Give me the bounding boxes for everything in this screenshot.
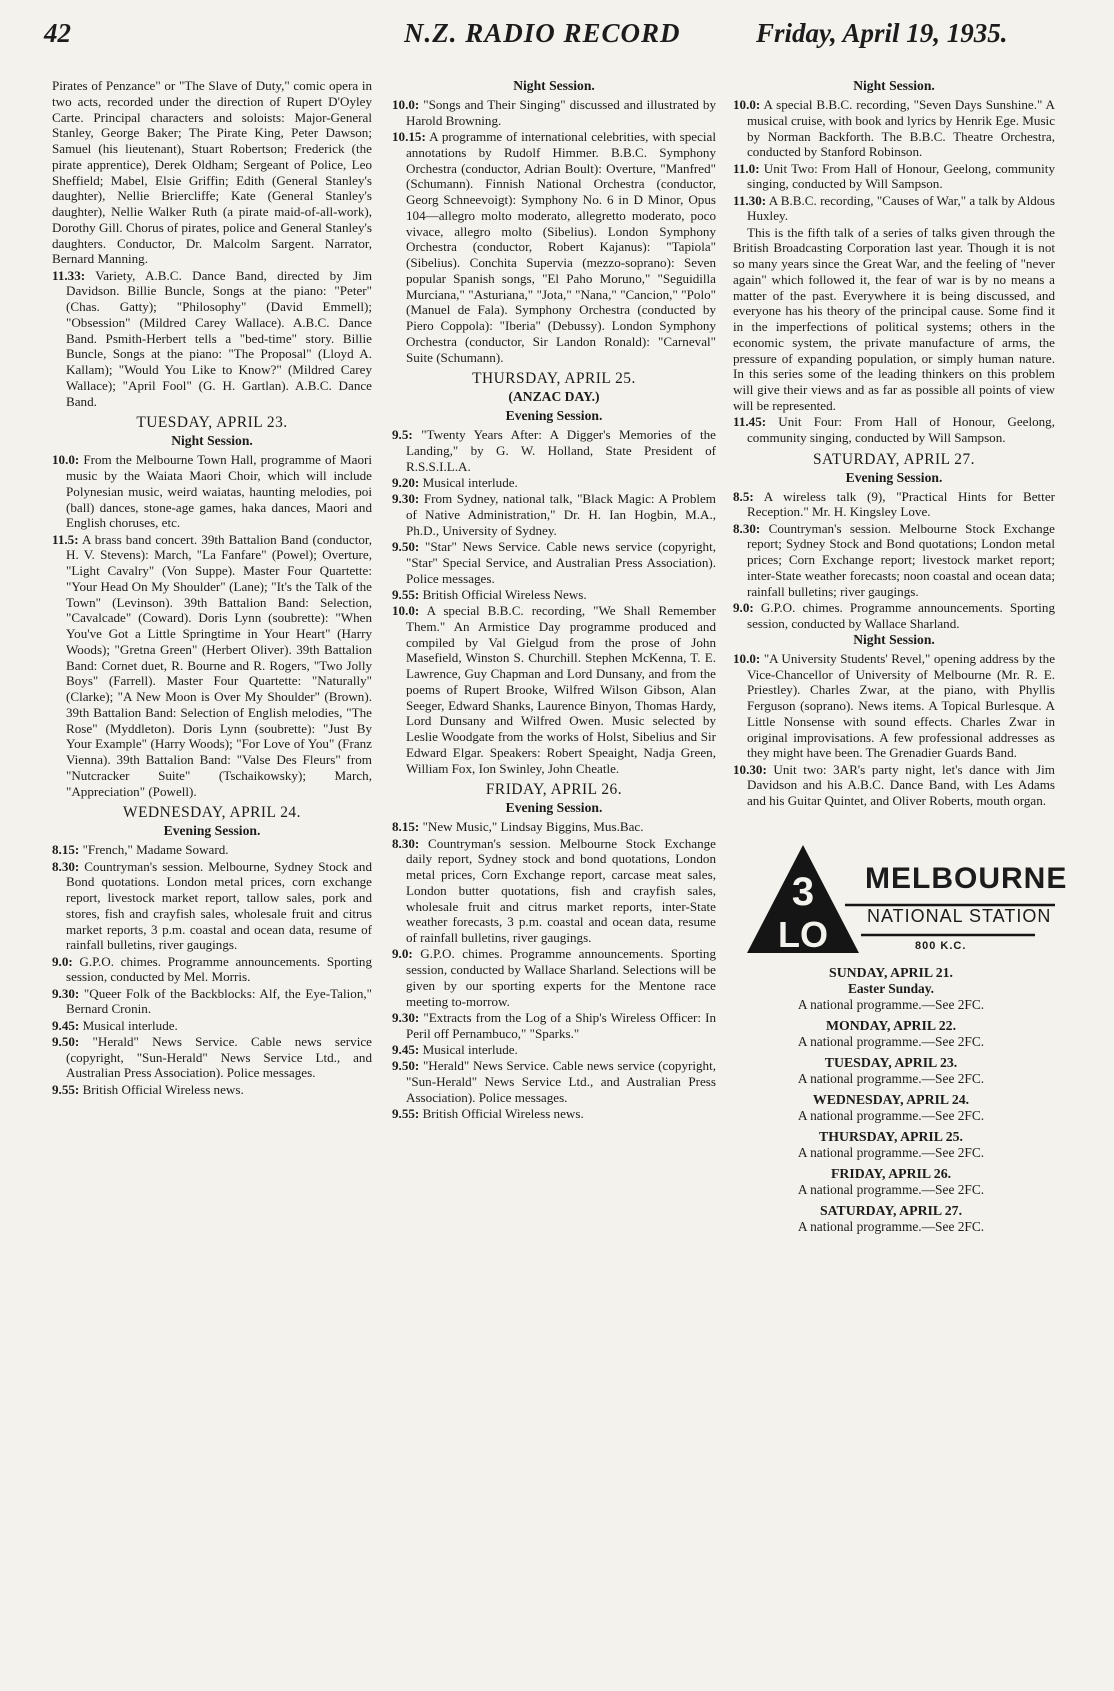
listing-entry bbox=[392, 819, 716, 835]
listing-entry bbox=[733, 651, 1055, 761]
entry-time: 9.50: bbox=[52, 1033, 80, 1049]
session-heading: Evening Session. bbox=[845, 469, 943, 485]
entry-time: 9.5: bbox=[392, 427, 413, 443]
listing-entry bbox=[392, 1106, 716, 1122]
listing-entry bbox=[392, 475, 716, 491]
station-logo bbox=[745, 843, 1068, 955]
entry-text: Countryman's session. Melbourne Stock Exchange daily report, Sydney stock and bond quotations, London metal prices, Corn Exchange report, carcase meat sales, London butter quotations, fish and crayfish sales, wholesale fruit and citrus market reports, inter-State weather forecasts, 3 p.m. coastal and ocean data, resume of rainfall bulletins, river gaugings. bbox=[406, 835, 716, 945]
entry-text: G.P.O. chimes. Programme announcements. Sporting session, conducted by Wallace Sharland. Selections will be given by our sporting experts for the Mentone race meeting to-morrow. bbox=[406, 946, 716, 1009]
entry-text: "Twenty Years After: A Digger's Memories of the Landing," by G. W. Holland, State President of R.S.S.I.L.A. bbox=[406, 427, 716, 474]
listing-entry bbox=[392, 836, 716, 946]
entry-time: 9.45: bbox=[392, 1041, 420, 1057]
talk-description: This is the fifth talk of a series of talks given through the British Broadcasting Corporation last year. Though it is not so many years since the Great War, and the feeling of "never again" which followed it, the fear of war is by no means a matter of the past. Everywhere it is being discussed, and everyone has his theory of the principal cause. Some find it in the imperfections of political systems; others in the economic system, the private manufacture of arms, the pressure of expanding population, or simply human nature. In this series some of the leading thinkers on this problem will give their views and as far as possible all points of view will be represented. bbox=[733, 224, 1055, 413]
entry-time: 11.0: bbox=[733, 160, 760, 176]
entry-text: "Star" News Service. Cable news service (copyright, "Star" Special Service, and Australian Press Association). Police messages. bbox=[406, 539, 716, 586]
session-heading: Evening Session. bbox=[505, 800, 603, 816]
schedule-day: SUNDAY, APRIL 21. bbox=[829, 964, 953, 980]
entry-time: 9.50: bbox=[392, 539, 420, 554]
listing-entry bbox=[733, 762, 1055, 809]
day-heading: SATURDAY, APRIL 27. bbox=[812, 450, 976, 468]
entry-time: 11.45: bbox=[733, 414, 767, 429]
listing-entry bbox=[52, 532, 372, 800]
entry-text: G.P.O. chimes. Programme announcements. Sporting session, conducted by Mel. Morris. bbox=[66, 953, 372, 985]
session-heading: Evening Session. bbox=[505, 408, 603, 424]
entry-text: "Herald" News Service. Cable news service (copyright, "Sun-Herald" News Service Ltd., and Australian Press Association). Police messages. bbox=[406, 1058, 716, 1105]
entry-time: 10.0: bbox=[392, 603, 420, 618]
issue-date: Friday, April 19, 1935. bbox=[756, 18, 1008, 48]
listing-entry bbox=[392, 1058, 716, 1105]
schedule-text: A national programme.—See 2FC. bbox=[797, 996, 985, 1012]
entry-time: 8.15: bbox=[52, 842, 80, 858]
intro-paragraph: Pirates of Penzance" or "The Slave of Duty," comic opera in two acts, recorded under the direction of Rupert D'Oyley Carte. Principal characters and soloists: Major-General Stanley, George Baker; The Pirate King, Peter Dawson; Samuel (his lieutenant), Stuart Robertson; Frederick (the pirate apprentice), Derek Oldham; Sergeant of Police, Leo Sheffield; Mabel, Elsie Griffin; Edith (General Stanley's daughter), Nellie Briercliffe; Kate (General Stanley's daughter), Nellie Walker Ruth (a pirate maid-of-all-work), Dorothy Gill. Chorus of pirates, police and General Stanley's daughters. Conductor, Dr. Malcolm Sargent. Narrator, Bernard Manning. bbox=[52, 78, 372, 267]
listing-entry bbox=[52, 1034, 372, 1081]
schedule-day: THURSDAY, APRIL 25. bbox=[819, 1128, 963, 1144]
entry-text: "French," Madame Soward. bbox=[82, 842, 229, 858]
entry-time: 8.5: bbox=[733, 488, 754, 504]
entry-text: A special B.B.C. recording, "We Shall Remember Them." An Armistice Day programme produced and compiled by Val Gielgud from the prose of John Masefield, Winston S. Churchill. Stephen McKenna, T. E. Lawrence, Guy Chapman and Lord Dunsany, and from the poems of Rupert Brooke, Wilfred Wilson Gibson, Alan Seeger, Edward Shanks, Laurence Binyon, Thomas Hardy, Lord Dunsany and Wilfred Owen. Music selected by Leslie Woodgate from the works of Holst, Sibelius and Sir Edward Elgar. Speakers: Robert Speaight, Nadja Green, William Fox, Ion Swinley, John Cheatle. bbox=[406, 603, 716, 776]
listing-entry bbox=[52, 954, 372, 986]
entry-time: 9.55: bbox=[392, 1105, 420, 1121]
entry-time: 11.33: bbox=[52, 267, 86, 283]
page-number: 42 bbox=[44, 18, 71, 48]
entry-time: 8.30: bbox=[52, 858, 80, 874]
session-heading: Evening Session. bbox=[163, 823, 261, 839]
station-schedule bbox=[741, 965, 1041, 1235]
listing-entry bbox=[733, 414, 1055, 446]
session-heading: Night Session. bbox=[513, 78, 595, 93]
day-heading: TUESDAY, APRIL 23. bbox=[136, 414, 288, 432]
entry-time: 9.0: bbox=[52, 953, 73, 969]
listing-entry bbox=[733, 193, 1055, 225]
logo-numeral: 3 bbox=[791, 869, 815, 914]
day-heading: THURSDAY, APRIL 25. bbox=[472, 370, 636, 388]
entry-time: 9.0: bbox=[392, 946, 413, 962]
entry-time: 9.50: bbox=[392, 1058, 420, 1073]
entry-time: 8.15: bbox=[392, 819, 420, 835]
listing-entry bbox=[733, 521, 1055, 600]
entry-text: A brass band concert. 39th Battalion Band (conductor, H. V. Stevens): March, "La Fanfare" (Powel); Overture, "Light Cavalry" (Von Suppe). Master Four Quartette: "Your Head On My Shoulder" (Lane); "It's the Talk of the Town" (Levinson). 39th Battalion Band: Selection, "Cavalcade" (Coward). Doris Lynn (soubrette): "When You've Got a Little Springtime in Your Heart" (Harry Woods); "Gretna Green" (Herbert Oliver). 39th Battalion Band: Cornet duet, R. Bourne and R. Rogers, "Two Jolly Boys" (Farrell). Master Four Quartette: "Naturally" (Clarke); "A New Moon is Over My Shoulder" (Brown). 39th Battalion Band: Selection of English melodies, "The Rose" (Myddleton). Doris Lynn (soubrette): "Just By Your Example" (Harry Woods); "For Love of You" (Franz Vienna). 39th Battalion Band: "Valse Des Fleurs" from "Nutcracker Suite" (Tschaikowsky); March, "Appreciation" (Powell). bbox=[66, 531, 372, 799]
listing-entry bbox=[733, 161, 1055, 193]
entry-text: "Songs and Their Singing" discussed and illustrated by Harold Browning. bbox=[406, 97, 716, 128]
entry-time: 10.0: bbox=[52, 452, 80, 468]
listing-entry bbox=[52, 1082, 372, 1098]
entry-text: A wireless talk (9), "Practical Hints for Better Reception." Mr. H. Kingsley Love. bbox=[747, 488, 1055, 520]
entry-time: 11.30: bbox=[733, 192, 767, 208]
listing-entry bbox=[52, 842, 372, 858]
entry-text: British Official Wireless news. bbox=[422, 1105, 584, 1121]
entry-text: A special B.B.C. recording, "Seven Days Sunshine." A musical cruise, with book and lyrics by Henrik Ege. Music by Norman Backforth. The B.B.C. Theatre Orchestra, conducted by Stanford Robinson. bbox=[747, 97, 1056, 160]
schedule-text: A national programme.—See 2FC. bbox=[797, 1218, 985, 1234]
entry-text: British Official Wireless News. bbox=[422, 586, 587, 602]
schedule-day: MONDAY, APRIL 22. bbox=[825, 1017, 957, 1033]
entry-text: "New Music," Lindsay Biggins, Mus.Bac. bbox=[422, 819, 644, 835]
listing-entry bbox=[52, 268, 372, 410]
day-subheading: (ANZAC DAY.) bbox=[508, 389, 600, 405]
entry-text: "Herald" News Service. Cable news service (copyright, "Sun-Herald" News Service Ltd., and Australian Press Association). Police messages. bbox=[66, 1033, 372, 1081]
entry-time: 9.0: bbox=[733, 599, 754, 615]
entry-text: G.P.O. chimes. Programme announcements. Sporting session, conducted by Wallace Sharland. bbox=[747, 599, 1055, 631]
session-heading: Night Session. bbox=[853, 78, 935, 93]
entry-time: 9.30: bbox=[52, 985, 80, 1001]
entry-time: 10.30: bbox=[733, 761, 767, 777]
entry-text: Musical interlude. bbox=[422, 475, 518, 490]
entry-text: From the Melbourne Town Hall, programme of Maori music by the Waiata Maori Choir, which will include Polynesian music, weird waiatas, haunting melodies, poi (ball) dances, stone-age games, haka dances, Maori and English choruses, etc. bbox=[66, 452, 372, 531]
listing-entry bbox=[733, 489, 1055, 521]
listing-entry bbox=[392, 491, 716, 538]
column-2 bbox=[392, 78, 716, 1122]
entry-time: 9.45: bbox=[52, 1017, 80, 1033]
day-heading: FRIDAY, APRIL 26. bbox=[485, 781, 623, 799]
entry-time: 9.30: bbox=[392, 491, 420, 507]
entry-time: 9.30: bbox=[392, 1009, 420, 1025]
listing-entry bbox=[52, 986, 372, 1018]
day-heading: WEDNESDAY, APRIL 24. bbox=[123, 804, 301, 822]
schedule-day: TUESDAY, APRIL 23. bbox=[824, 1054, 958, 1070]
listing-entry bbox=[392, 1042, 716, 1058]
listing-entry bbox=[392, 427, 716, 474]
entry-time: 8.30: bbox=[733, 520, 761, 536]
listing-entry bbox=[392, 539, 716, 586]
listing-entry bbox=[52, 1018, 372, 1034]
listing-entry bbox=[392, 1010, 716, 1042]
schedule-day: WEDNESDAY, APRIL 24. bbox=[812, 1091, 970, 1107]
station-name: MELBOURNE bbox=[865, 861, 1068, 895]
entry-time: 8.30: bbox=[392, 835, 420, 851]
listing-entry bbox=[392, 129, 716, 365]
entry-text: "A University Students' Revel," opening address by the Vice-Chancellor of University of Melbourne (Mr. R. E. Priestley). Charles Zwar, at the piano, with Phyllis Ferguson (soprano). News items. A Topical Burlesque. A Little Nonsense with sound effects. Charles Zwar in original improvisations. A few professional addresses as they might have been. The Grenadier Guards Band. bbox=[747, 650, 1055, 761]
station-subtitle: NATIONAL STATION bbox=[867, 905, 1052, 926]
schedule-text: A national programme.—See 2FC. bbox=[797, 1144, 985, 1160]
entry-text: "Extracts from the Log of a Ship's Wireless Officer: In Peril off Pernambuco," "Sparks." bbox=[406, 1009, 716, 1041]
session-heading: Night Session. bbox=[171, 433, 253, 449]
entry-text: Variety, A.B.C. Dance Band, directed by Jim Davidson. Billie Buncle, Songs at the piano: "Peter" (Chas. Gatty); "Philosophy" (David Emmell); "Obsession" (Mildred Carey Wallace). A.B.C. Dance Band. Psmith-Herbert tells a "bed-time" story. Billie Buncle, Songs at the piano: "The Proposal" (Lloyd A. Kallam); "Would You Like to Know?" (Mildred Carey Wallace); "April Fool" (G. H. Gartlan). A.B.C. Dance Band. bbox=[66, 267, 373, 409]
listing-entry bbox=[392, 603, 716, 776]
entry-text: Unit two: 3AR's party night, let's dance with Jim Davidson and his A.B.C. Dance Band, with Les Adams and his Guitar Quintet, and Oliver Roberts, mouth organ. bbox=[747, 761, 1055, 808]
column-1 bbox=[52, 78, 372, 1098]
entry-text: British Official Wireless news. bbox=[82, 1081, 244, 1097]
entry-text: Musical interlude. bbox=[82, 1017, 178, 1033]
entry-text: A B.B.C. recording, "Causes of War," a talk by Aldous Huxley. bbox=[747, 192, 1055, 224]
schedule-text: A national programme.—See 2FC. bbox=[797, 1070, 985, 1086]
entry-time: 11.5: bbox=[52, 531, 79, 547]
listing-entry bbox=[392, 946, 716, 1009]
listing-entry bbox=[392, 97, 716, 129]
entry-text: Unit Four: From Hall of Honour, Geelong, community singing, conducted by Will Sampson. bbox=[747, 414, 1055, 445]
entry-text: From Sydney, national talk, "Black Magic: A Problem of Native Administration," Dr. H. Ian Hogbin, M.A., Ph.D., University of Sydney. bbox=[406, 491, 716, 538]
entry-time: 10.0: bbox=[733, 97, 761, 112]
schedule-text: A national programme.—See 2FC. bbox=[797, 1033, 985, 1049]
session-heading: Night Session. bbox=[853, 631, 935, 647]
station-frequency: 800 K.C. bbox=[915, 939, 967, 952]
paper-title: N.Z. RADIO RECORD bbox=[404, 18, 681, 48]
listing-entry bbox=[52, 452, 372, 531]
station-logo-graphic bbox=[745, 843, 1055, 955]
entry-text: Countryman's session. Melbourne Stock Exchange report; Sydney Stock and Bond quotations; London metal prices; Corn Exchange report; livestock market report; inter-State weather forecasts; noon coastal and ocean data; rainfall bulletins; river gaugings. bbox=[747, 520, 1055, 599]
column-3 bbox=[733, 78, 1068, 1235]
entry-text: A programme of international celebrities, with special annotations by Rudolf Himmer. B.B.C. Symphony Orchestra (conductor, Adrian Boult): Overture, "Manfred" (Schumann). Finnish National Orchestra (conductor, Georg Schneevoigt): Symphony No. 6 in D Minor, Opus 104—allegro molto moderato, allegretto moderato, poco vivace, allegro molto (Sibelius). London Symphony Orchestra (conductor, Robert Kajanus): "Tapiola" (Sibelius). Conchita Supervia (mezzo-soprano): Seven popular Spanish songs, "El Paho Moruno," "Seguidilla Murciana," "Asturiana," "Jota," "Nana," "Cancion," "Polo" (Manuel de Fala). Symphony Orchestra (conducted by Piero Coppola): "Iberia" (Debussy). London Symphony Orchestra (conductor, Sir Landon Ronald): "Carneval" Suite (Schumann). bbox=[406, 129, 716, 365]
listing-entry bbox=[733, 600, 1055, 632]
schedule-day: SATURDAY, APRIL 27. bbox=[819, 1202, 963, 1218]
entry-text: Unit Two: From Hall of Honour, Geelong, community singing, conducted by Will Sampson. bbox=[747, 160, 1055, 192]
entry-time: 9.55: bbox=[52, 1081, 80, 1097]
schedule-text: A national programme.—See 2FC. bbox=[797, 1107, 985, 1123]
entry-text: Musical interlude. bbox=[422, 1041, 518, 1057]
entry-time: 10.0: bbox=[392, 97, 420, 112]
masthead bbox=[36, 18, 1036, 58]
schedule-note: Easter Sunday. bbox=[847, 980, 935, 996]
schedule-text: A national programme.—See 2FC. bbox=[797, 1181, 985, 1197]
entry-text: "Queer Folk of the Backblocks: Alf, the Eye-Talion," Bernard Cronin. bbox=[66, 985, 372, 1017]
entry-time: 10.0: bbox=[733, 650, 761, 666]
listing-entry bbox=[52, 859, 372, 954]
logo-letters: LO bbox=[778, 913, 828, 955]
entry-time: 9.20: bbox=[392, 475, 420, 490]
listing-entry bbox=[392, 587, 716, 603]
schedule-day: FRIDAY, APRIL 26. bbox=[830, 1165, 952, 1181]
entry-time: 10.15: bbox=[392, 129, 426, 144]
listing-entry bbox=[733, 97, 1055, 160]
entry-text: Countryman's session. Melbourne, Sydney Stock and Bond quotations. London metal prices, corn exchange report, livestock market report, tallow sales, pork and stores, fish and crayfish sales, wholesale fruit and citrus market reports, 3 p.m. coastal and ocean data, resume of rainfall bulletins, river gaugings. bbox=[66, 858, 372, 953]
entry-time: 9.55: bbox=[392, 586, 420, 602]
